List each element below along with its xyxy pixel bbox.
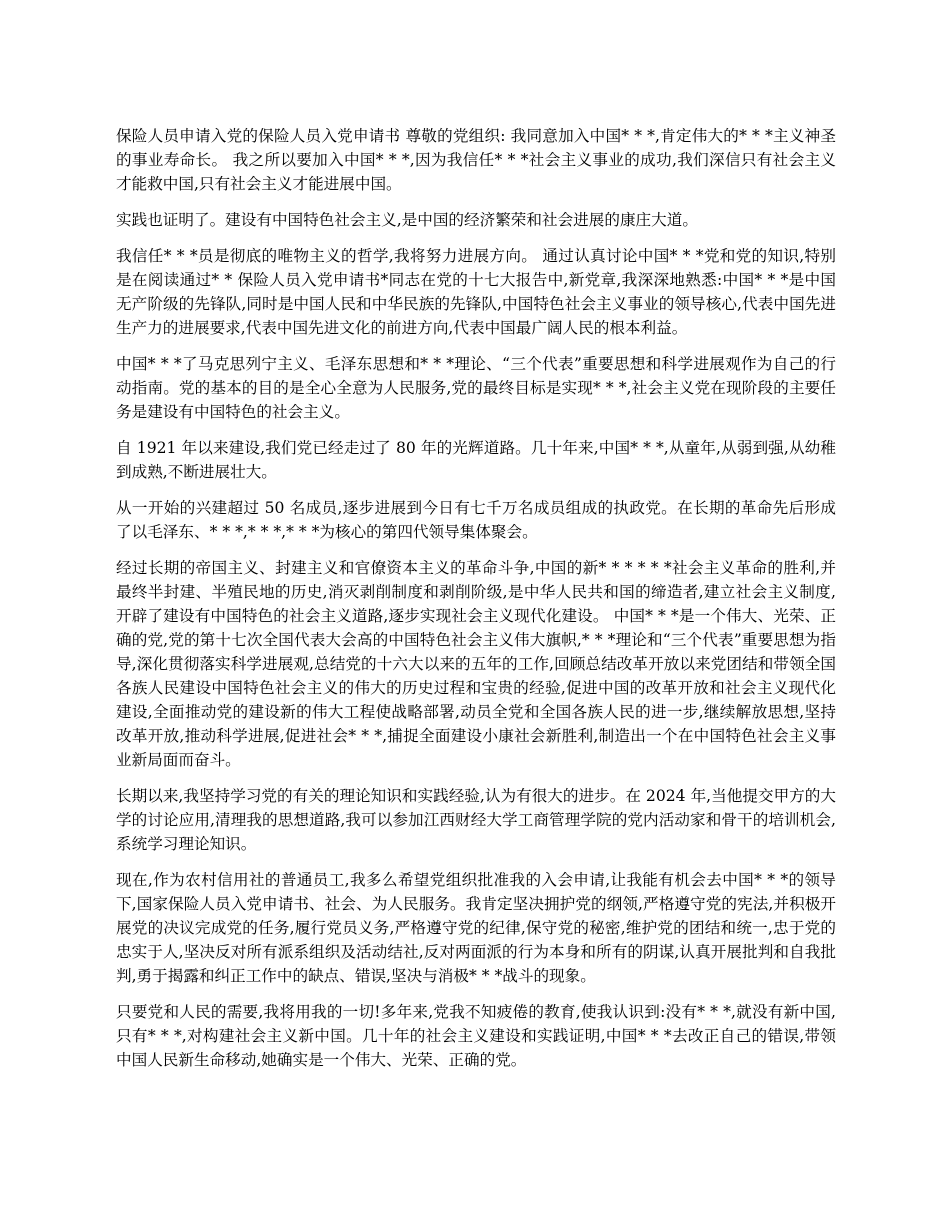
paragraph-3: 我信任* * *员是彻底的唯物主义的哲学,我将努力进展方向。 通过认真讨论中国* * *党和党的知识,特别是在阅读通过* * 保险人员入党申请书*同志在党的十七大报告中,新党章,我深深地熟悉:中国* * *是中国无产阶级的先锋队,同时是中国人民和中华民族的先锋队,中国特色社会主义事业的领导核心,代表中国先进生产力的进展要求,代表中国先进文化的前进方向,代表中国最广阔人民的根本利益。 <box>116 247 836 337</box>
paragraph-9: 现在,作为农村信用社的普通员工,我多么希望党组织批准我的入会申请,让我能有机会去中国* * *的领导下,国家保险人员入党申请书、社会、为人民服务。我肯定坚决拥护党的纲领,严格遵守党的宪法,并积极开展党的决议完成党的任务,履行党员义务,严格遵守党的纪律,保守党的秘密,维护党的团结和统一,忠于党的忠实于人,坚决反对所有派系组织及活动结社,反对两面派的行为本身和所有的阴谋,认真开展批判和自我批判,勇于揭露和纠正工作中的缺点、错误,坚决与消极* * *战斗的现象。 <box>116 871 836 985</box>
paragraph-5: 自 1921 年以来建设,我们党已经走过了 80 年的光辉道路。几十年来,中国* * *,从童年,从弱到强,从幼稚到成熟,不断进展壮大。 <box>116 439 836 481</box>
paragraph-10: 只要党和人民的需要,我将用我的一切!多年来,党我不知疲倦的教育,使我认识到:没有* * *,就没有新中国,只有* * *,对构建社会主义新中国。几十年的社会主义建设和实践证明,中国* * *去改正自己的错误,带领中国人民新生命移动,她确实是一个伟大、光荣、正确的党。 <box>116 1003 836 1069</box>
paragraph-6: 从一开始的兴建超过 50 名成员,逐步进展到今日有七千万名成员组成的执政党。在长期的革命先后形成了以毛泽东、* * *,* * *,* * *为核心的第四代领导集体聚会。 <box>116 499 836 541</box>
paragraph-7: 经过长期的帝国主义、封建主义和官僚资本主义的革命斗争,中国的新* * * * * *社会主义革命的胜利,并最终半封建、半殖民地的历史,消灭剥削制度和剥削阶级,是中华人民共和国的缔造者,建立社会主义制度,开辟了建设有中国特色的社会主义道路,逐步实现社会主义现代化建设。 中国* * *是一个伟大、光荣、正确的党,党的第十七次全国代表大会高的中国特色社会主义伟大旗帜,* * *理论和“三个代表”重要思想为指导,深化贯彻落实科学进展观,总结党的十六大以来的五年的工作,回顾总结改革开放以来党团结和带领全国各族人民建设中国特色社会主义的伟大的历史过程和宝贵的经验,促进中国的改革开放和社会主义现代化建设,全面推动党的建设新的伟大工程使战略部署,动员全党和全国各族人民的进一步,继续解放思想,坚持改革开放,推动科学进展,促进社会* * *,捕捉全面建设小康社会新胜利,制造出一个在中国特色社会主义事业新局面而奋斗。 <box>116 559 836 769</box>
paragraph-1: 保险人员申请入党的保险人员入党申请书 尊敬的党组织: 我同意加入中国* * *,肯定伟大的* * *主义神圣的事业寿命长。 我之所以要加入中国* * *,因为我信任* * *社会主义事业的成功,我们深信只有社会主义才能救中国,只有社会主义才能进展中国。 <box>116 127 836 193</box>
paragraph-8: 长期以来,我坚持学习党的有关的理论知识和实践经验,认为有很大的进步。在 2024 年,当他提交甲方的大学的讨论应用,清理我的思想道路,我可以参加江西财经大学工商管理学院的党内活动家和骨干的培训机会,系统学习理论知识。 <box>116 787 836 853</box>
document-body <box>116 124 836 1084</box>
paragraph-4: 中国* * *了马克思列宁主义、毛泽东思想和* * *理论、“三个代表”重要思想和科学进展观作为自己的行动指南。党的基本的目的是全心全意为人民服务,党的最终目标是实现* * *,社会主义党在现阶段的主要任务是建设有中国特色的社会主义。 <box>116 355 836 421</box>
paragraph-2: 实践也证明了。建设有中国特色社会主义,是中国的经济繁荣和社会进展的康庄大道。 <box>116 211 698 229</box>
